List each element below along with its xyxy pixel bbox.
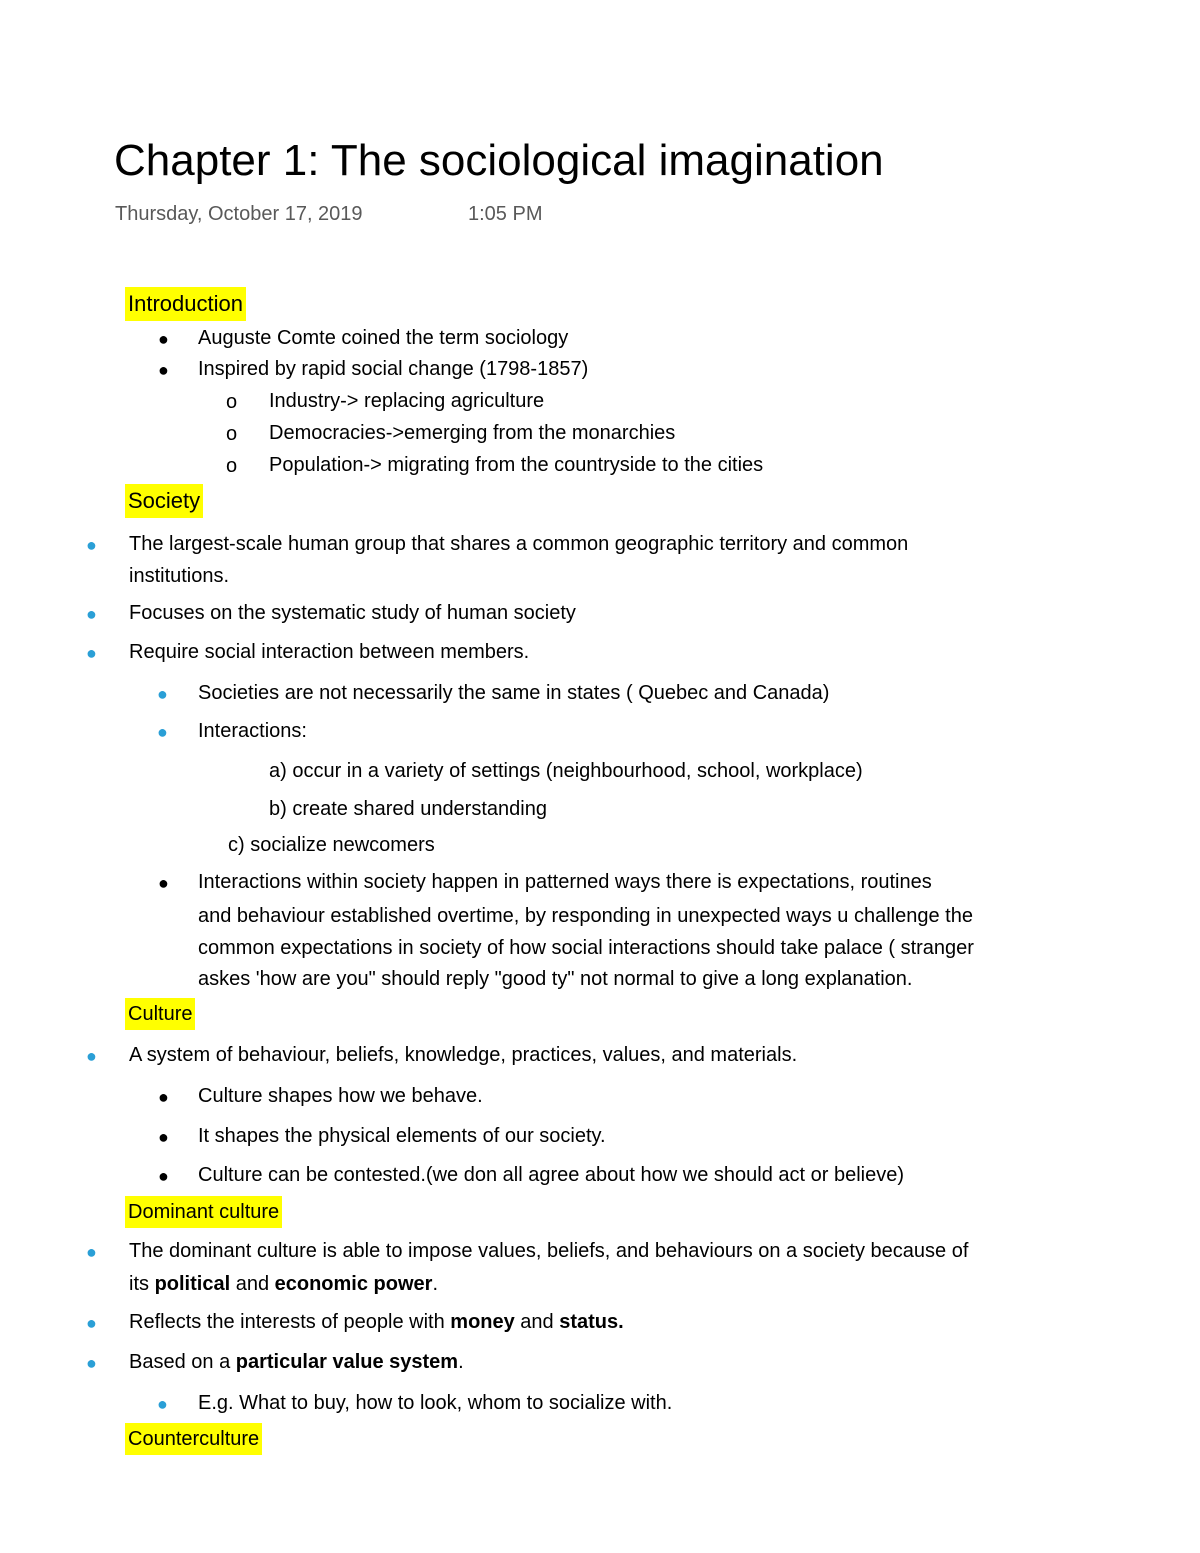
heading-culture: Culture (125, 998, 195, 1030)
society-para-line-3: common expectations in society of how social interactions should take palace ( stranger (198, 937, 974, 959)
heading-introduction: Introduction (125, 287, 246, 321)
bullet-icon: ● (158, 1127, 169, 1147)
society-item-c: c) socialize newcomers (228, 834, 435, 856)
society-sub-2: Interactions: (198, 720, 307, 742)
bullet-icon: ● (157, 684, 168, 704)
bullet-icon: ● (86, 1242, 97, 1262)
dominant-bullet-1-line-1: The dominant culture is able to impose values, beliefs, and behaviours on a society because of (129, 1240, 969, 1262)
culture-sub-2: It shapes the physical elements of our society. (198, 1125, 606, 1147)
society-para-line-2: and behaviour established overtime, by responding in unexpected ways u challenge the (198, 905, 973, 927)
bullet-icon: ● (158, 1087, 169, 1107)
intro-sub-2: Democracies->emerging from the monarchies (269, 422, 676, 444)
bullet-icon: ● (158, 1166, 169, 1186)
intro-sub-1: Industry-> replacing agriculture (269, 390, 545, 412)
bullet-icon: ● (86, 643, 97, 663)
heading-counterculture-clip (125, 1423, 325, 1450)
heading-dominant-culture: Dominant culture (125, 1196, 282, 1228)
bullet-icon: ● (158, 329, 169, 349)
society-bullet-1-line-2: institutions. (129, 565, 230, 587)
heading-counterculture: Counterculture (125, 1423, 262, 1455)
circle-bullet-icon: o (226, 455, 238, 477)
culture-sub-3: Culture can be contested.(we don all agree about how we should act or believe) (198, 1164, 904, 1186)
bullet-icon: ● (86, 535, 97, 555)
culture-sub-1: Culture shapes how we behave. (198, 1085, 483, 1107)
society-sub-1: Societies are not necessarily the same in states ( Quebec and Canada) (198, 682, 830, 704)
page-date: Thursday, October 17, 2019 (115, 203, 363, 225)
dominant-sub-1: E.g. What to buy, how to look, whom to socialize with. (198, 1392, 673, 1414)
bullet-icon: ● (86, 604, 97, 624)
dominant-bullet-1-line-2: its political and economic power. (129, 1273, 438, 1295)
circle-bullet-icon: o (226, 423, 238, 445)
society-item-a: a) occur in a variety of settings (neighbourhood, school, workplace) (269, 760, 863, 782)
page-title: Chapter 1: The sociological imagination (114, 136, 884, 185)
intro-bullet-1: Auguste Comte coined the term sociology (198, 327, 569, 349)
bullet-icon: ● (157, 722, 168, 742)
intro-sub-3: Population-> migrating from the countryside to the cities (269, 454, 764, 476)
bullet-icon: ● (158, 873, 169, 893)
society-item-b: b) create shared understanding (269, 798, 547, 820)
bullet-icon: ● (157, 1394, 168, 1414)
society-bullet-3: Require social interaction between members. (129, 641, 530, 663)
bullet-icon: ● (86, 1353, 97, 1373)
page-time: 1:05 PM (468, 203, 543, 225)
dominant-bullet-2: Reflects the interests of people with money and status. (129, 1311, 624, 1333)
dominant-bullet-3: Based on a particular value system. (129, 1351, 464, 1373)
circle-bullet-icon: o (226, 391, 238, 413)
bullet-icon: ● (86, 1313, 97, 1333)
society-para-line-4: askes 'how are you" should reply "good ty" not normal to give a long explanation. (198, 968, 913, 990)
bullet-icon: ● (86, 1046, 97, 1066)
society-bullet-2: Focuses on the systematic study of human society (129, 602, 576, 624)
intro-bullet-2: Inspired by rapid social change (1798-1857) (198, 358, 589, 380)
culture-bullet-1: A system of behaviour, beliefs, knowledge, practices, values, and materials. (129, 1044, 798, 1066)
society-bullet-1-line-1: The largest-scale human group that shares a common geographic territory and common (129, 533, 909, 555)
heading-society: Society (125, 484, 203, 518)
bullet-icon: ● (158, 360, 169, 380)
society-para-line-1: Interactions within society happen in patterned ways there is expectations, routines (198, 871, 932, 893)
